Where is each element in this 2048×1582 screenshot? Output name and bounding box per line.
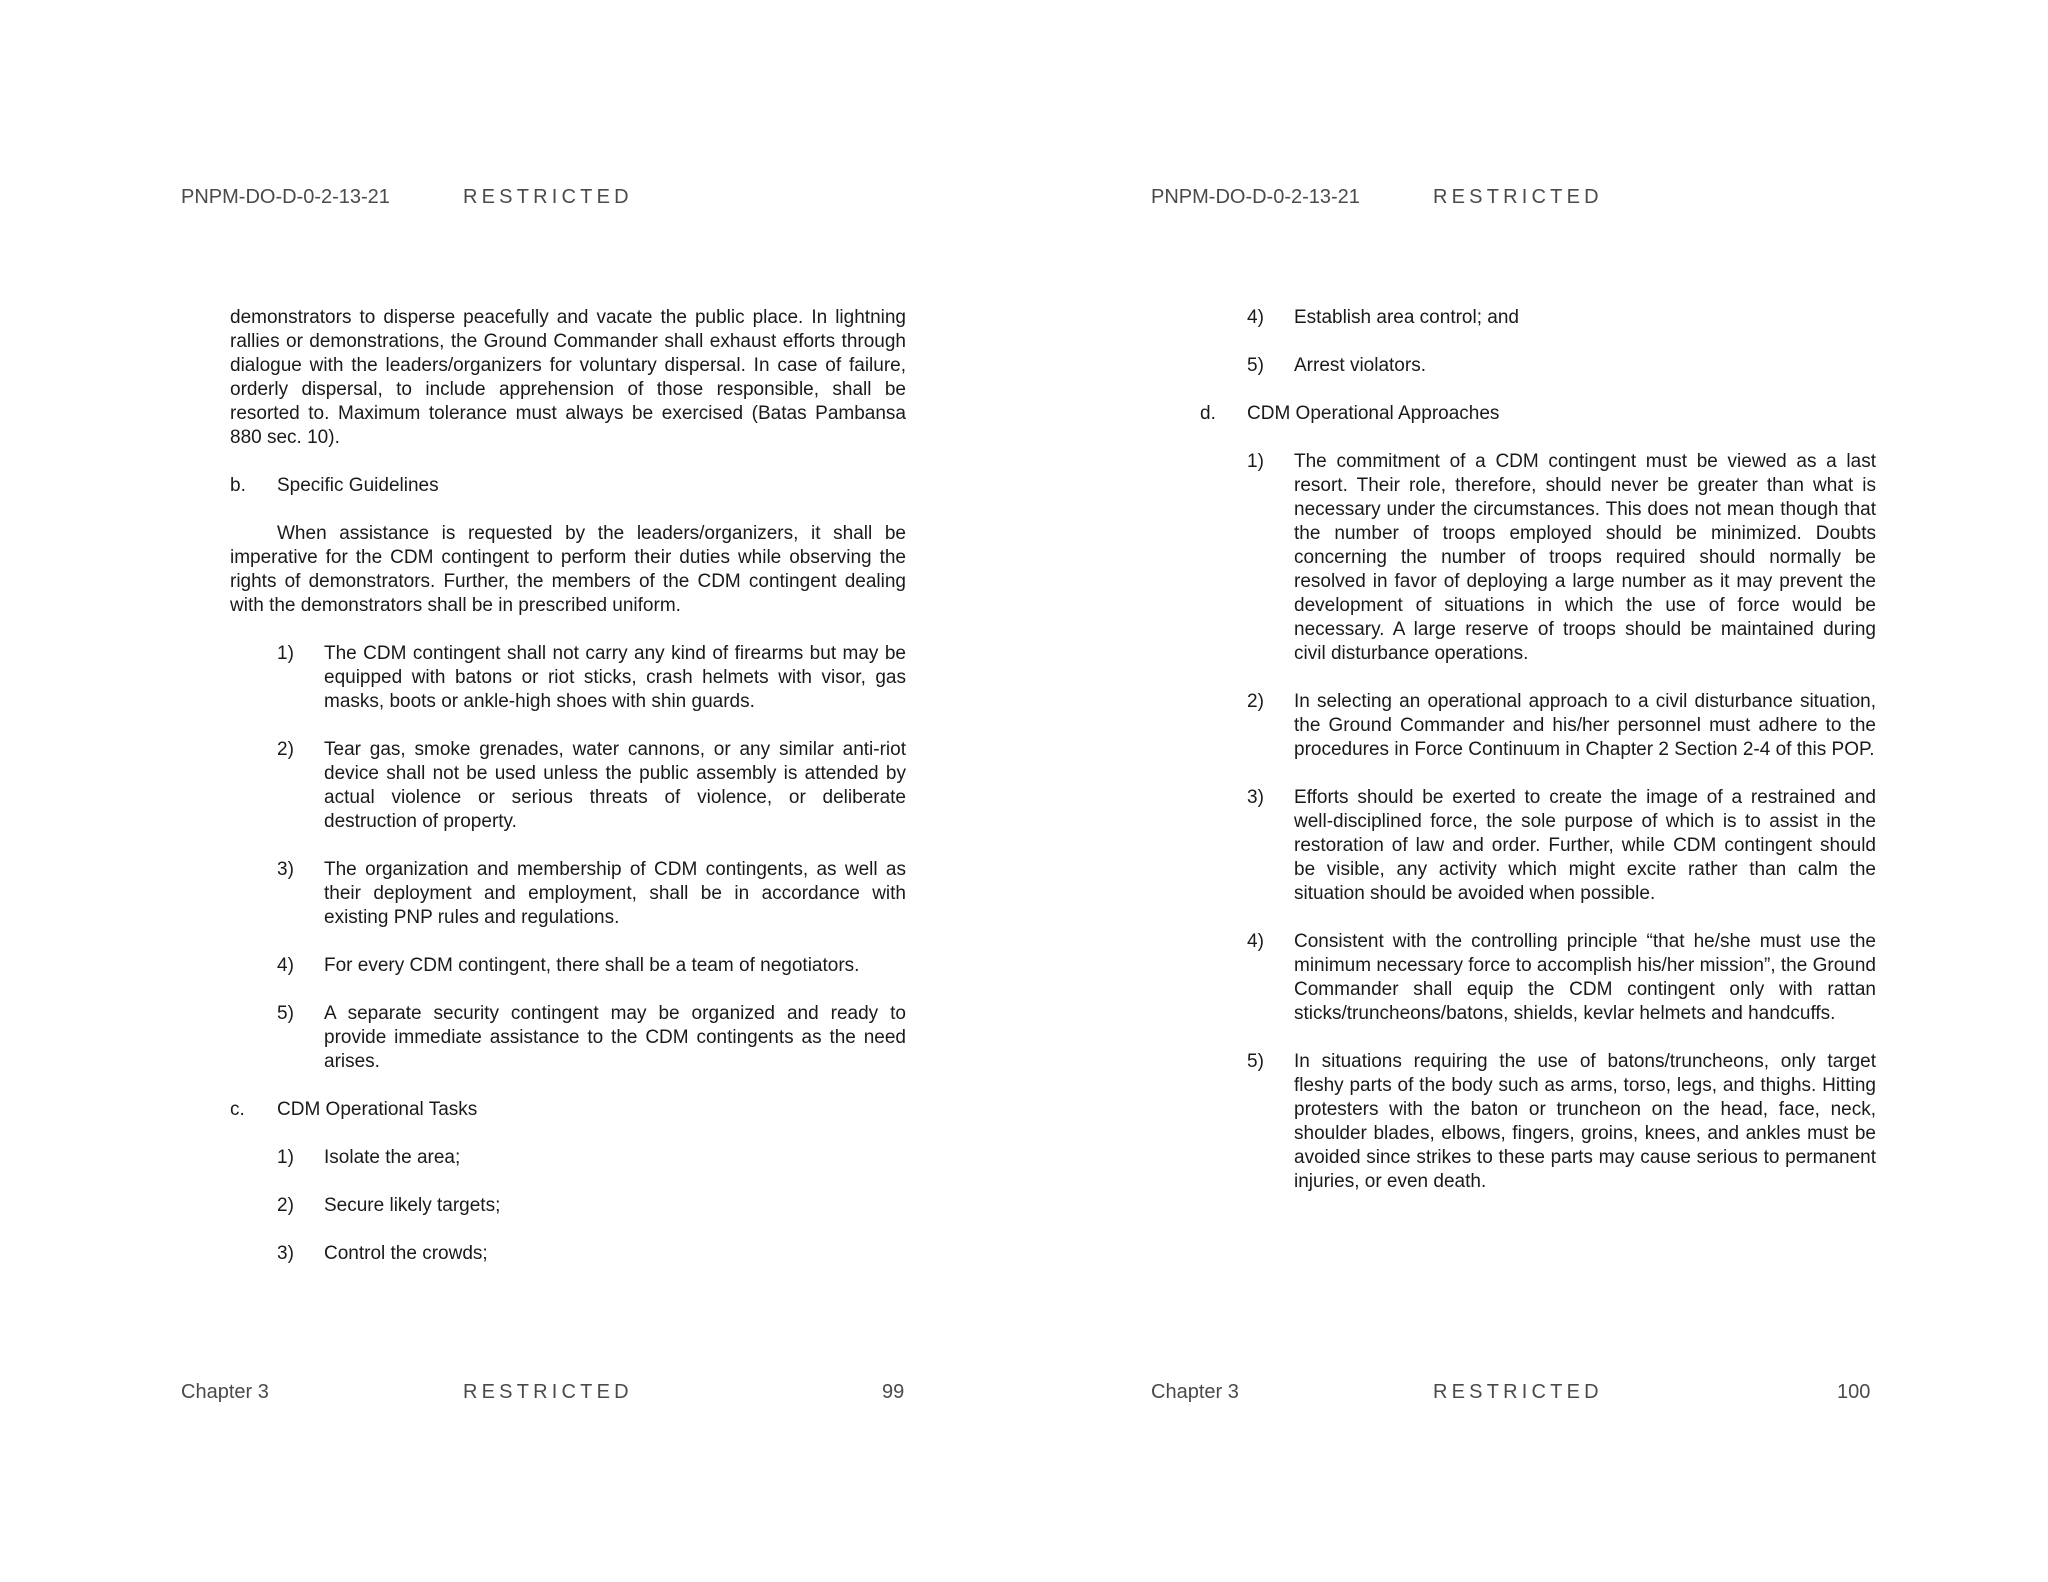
list-item (277, 642, 906, 714)
section-marker: c. (230, 1099, 245, 1120)
list-item (277, 1146, 906, 1170)
section-title: CDM Operational Tasks (277, 1099, 478, 1120)
list-text: Establish area control; and (1294, 307, 1519, 328)
header-doc-code: PNPM-DO-D-0-2-13-21 (1151, 186, 1360, 208)
list-number: 5) (1247, 1051, 1264, 1072)
list-item (1247, 930, 1876, 1026)
page-number: 99 (882, 1381, 905, 1403)
section-intro: When assistance is requested by the leaders/organizers, it shall be imperative for the CDM contingent to perform their duties while observing the rights of demonstrators. Further, the members of the CDM contingent dealing with the demonstrators shall be in prescribed uniform. (230, 523, 906, 616)
list-text: Efforts should be exerted to create the image of a restrained and well-disciplined force, the sole purpose of which is to assist in the restoration of law and order. Further, while CDM contingent should be visible, any activity which might excite rather than calm the situation should be avoided when possible. (1294, 787, 1876, 904)
list-item (277, 954, 906, 978)
list-text: A separate security contingent may be organized and ready to provide immediate assistance to the CDM contingents as the need arises. (324, 1003, 906, 1072)
list-item (1247, 690, 1876, 762)
section-heading-c (230, 1098, 906, 1122)
list-number: 2) (277, 1195, 294, 1216)
list-item (277, 1194, 906, 1218)
list-text: In selecting an operational approach to a civil disturbance situation, the Ground Commander and his/her personnel must adhere to the procedures in Force Continuum in Chapter 2 Section 2-4 of this POP. (1294, 691, 1876, 760)
section-title: CDM Operational Approaches (1247, 403, 1500, 424)
section-heading-b (230, 474, 906, 498)
list-item (277, 738, 906, 834)
list-item (1247, 1050, 1876, 1194)
header-doc-code: PNPM-DO-D-0-2-13-21 (181, 186, 390, 208)
list-number: 4) (1247, 931, 1264, 952)
page-number: 100 (1837, 1381, 1871, 1403)
footer-chapter: Chapter 3 (1151, 1381, 1239, 1403)
header-classification: RESTRICTED (463, 186, 633, 208)
list-number: 4) (277, 955, 294, 976)
list-text: In situations requiring the use of batons/truncheons, only target fleshy parts of the body such as arms, torso, legs, and thighs. Hitting protesters with the baton or truncheon on the head, face, neck, shoulder blades, elbows, fingers, groins, knees, and ankles must be avoided since strikes to these parts may cause serious to permanent injuries, or even death. (1294, 1051, 1876, 1192)
list-text: Control the crowds; (324, 1243, 488, 1264)
list-item (1247, 306, 1876, 330)
section-title: Specific Guidelines (277, 475, 439, 496)
list-number: 5) (277, 1003, 294, 1024)
list-text: The CDM contingent shall not carry any kind of firearms but may be equipped with batons or riot sticks, crash helmets with visor, gas masks, boots or ankle-high shoes with shin guards. (324, 643, 906, 712)
list-item (277, 1002, 906, 1074)
list-number: 2) (277, 739, 294, 760)
list-number: 1) (1247, 451, 1264, 472)
list-text: Isolate the area; (324, 1147, 461, 1168)
list-number: 5) (1247, 355, 1264, 376)
list-number: 4) (1247, 307, 1264, 328)
section-marker: b. (230, 475, 246, 496)
footer-classification: RESTRICTED (463, 1381, 633, 1403)
list-item (277, 1242, 906, 1266)
list-number: 3) (277, 859, 294, 880)
left-page-body (230, 306, 906, 1290)
list-text: Tear gas, smoke grenades, water cannons, or any similar anti-riot device shall not be used unless the public assembly is attended by actual violence or serious threats of violence, or deliberate destruction of property. (324, 739, 906, 832)
list-number: 2) (1247, 691, 1264, 712)
right-page-body (1200, 306, 1876, 1218)
list-number: 1) (277, 1147, 294, 1168)
list-item (1247, 354, 1876, 378)
header-classification: RESTRICTED (1433, 186, 1603, 208)
list-text: The commitment of a CDM contingent must be viewed as a last resort. Their role, therefore, should never be greater than what is necessary under the circumstances. This does not mean though that the number of troops employed should be minimized. Doubts concerning the number of troops required should normally be resolved in favor of deploying a large number as it may prevent the development of situations in which the use of force would be necessary. A large reserve of troops should be maintained during civil disturbance operations. (1294, 451, 1876, 664)
list-number: 3) (277, 1243, 294, 1264)
list-text: Arrest violators. (1294, 355, 1426, 376)
list-item (277, 858, 906, 930)
list-text: For every CDM contingent, there shall be a team of negotiators. (324, 955, 860, 976)
paragraph: demonstrators to disperse peacefully and vacate the public place. In lightning rallies or demonstrations, the Ground Commander shall exhaust efforts through dialogue with the leaders/organizers for voluntary dispersal. In case of failure, orderly dispersal, to include apprehension of those responsible, shall be resorted to. Maximum tolerance must always be exercised (Batas Pambansa 880 sec. 10). (230, 307, 906, 448)
footer-classification: RESTRICTED (1433, 1381, 1603, 1403)
list-text: Secure likely targets; (324, 1195, 501, 1216)
list-number: 3) (1247, 787, 1264, 808)
section-heading-d (1200, 402, 1876, 426)
right-page (970, 0, 1994, 1582)
list-item (1247, 450, 1876, 666)
footer-chapter: Chapter 3 (181, 1381, 269, 1403)
list-item (1247, 786, 1876, 906)
list-text: Consistent with the controlling principle “that he/she must use the minimum necessary force to accomplish his/her mission”, the Ground Commander shall equip the CDM contingent only with rattan sticks/truncheons/batons, shields, kevlar helmets and handcuffs. (1294, 931, 1876, 1024)
list-number: 1) (277, 643, 294, 664)
section-marker: d. (1200, 403, 1216, 424)
list-text: The organization and membership of CDM contingents, as well as their deployment and employment, shall be in accordance with existing PNP rules and regulations. (324, 859, 906, 928)
